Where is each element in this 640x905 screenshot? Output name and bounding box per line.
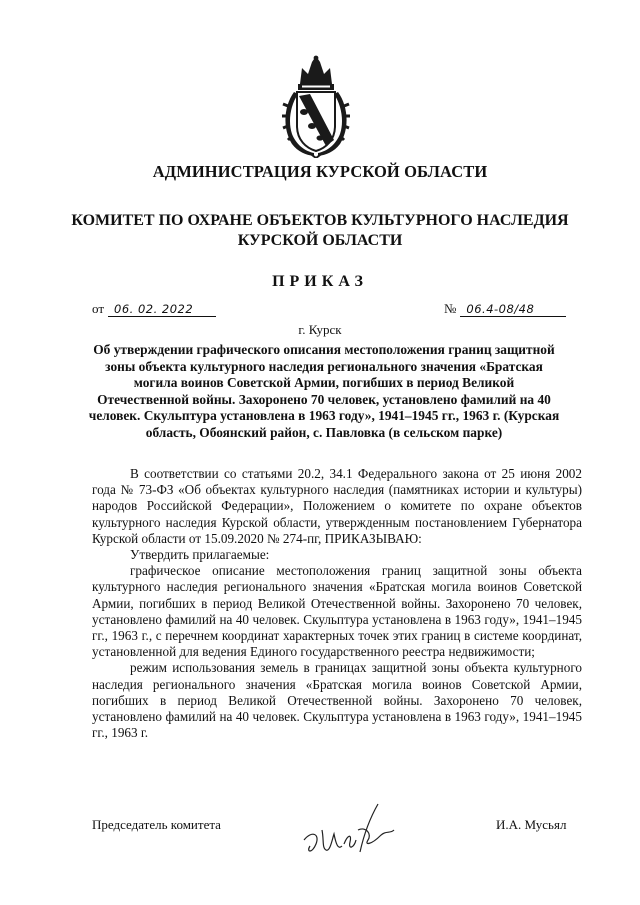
number-prefix: № xyxy=(444,301,457,316)
number-line xyxy=(444,301,566,317)
body-paragraph-approve: Утвердить прилагаемые: xyxy=(130,547,270,563)
document-body xyxy=(92,466,582,741)
body-paragraph-description: графическое описание местоположения границ защитной зоны объекта культурного наследия регионального значения «Братская могила воинов Советской Армии, погибших в период Великой Отечественной войны. Захоронено 70 человек, установлено фамилий на 40 человек. Скульптура установлена в 1963 году», 1941–1945 гг., 1963 г., с перечнем координат характерных точек этих границ в системе координат, установленной для ведения Единого государственного реестра недвижимости; xyxy=(92,563,582,660)
coat-of-arms-icon xyxy=(280,54,352,158)
document-type: ПРИКАЗ xyxy=(272,273,368,290)
date-prefix: от xyxy=(92,301,105,316)
administration-title: АДМИНИСТРАЦИЯ КУРСКОЙ ОБЛАСТИ xyxy=(152,162,488,181)
document-subject: Об утверждении графического описания местоположения границ защитной зоны объекта культурного наследия регионального значения «Братская могила воинов Советской Армии, погибших в период Великой Отечественной войны. Захоронено 70 человек, установлено фамилий на 40 человек. Скульптура установлена в 1963 году», 1941–1945 гг., 1963 г. (Курская область, Обоянский район, с. Павловка (в сельском парке) xyxy=(88,342,560,440)
body-paragraph-regime: режим использования земель в границах защитной зоны объекта культурного наследия регионального значения «Братская могила воинов Советской Армии, погибших в период Великой Отечественной войны. Захоронено 70 человек, установлено фамилий на 40 человек. Скульптура установлена в 1963 году», 1941–1945 гг., 1963 г. xyxy=(92,660,582,741)
signatory-name: И.А. Мусьял xyxy=(496,817,567,832)
number-value: 06.4-08/48 xyxy=(460,302,566,317)
signatory-position: Председатель комитета xyxy=(92,817,221,832)
date-line xyxy=(92,301,216,317)
body-paragraph-basis: В соответствии со статьями 20.2, 34.1 Федерального закона от 25 июня 2002 года № 73-ФЗ «Об объектах культурного наследия (памятниках истории и культуры) народов Российской Федерации», Положением о комитете по охране объектов культурного наследия Курской области, утвержденным постановлением Губернатора Курской области от 15.09.2020 № 274-пг, ПРИКАЗЫВАЮ: xyxy=(92,466,582,546)
committee-title-line2: КУРСКОЙ ОБЛАСТИ xyxy=(237,232,403,249)
handwritten-signature-icon xyxy=(298,800,402,858)
city-label: г. Курск xyxy=(298,322,342,337)
committee-title-line1: КОМИТЕТ ПО ОХРАНЕ ОБЪЕКТОВ КУЛЬТУРНОГО НАСЛЕДИЯ xyxy=(71,212,569,229)
committee-title xyxy=(60,211,580,251)
date-value: 06. 02. 2022 xyxy=(108,302,216,317)
